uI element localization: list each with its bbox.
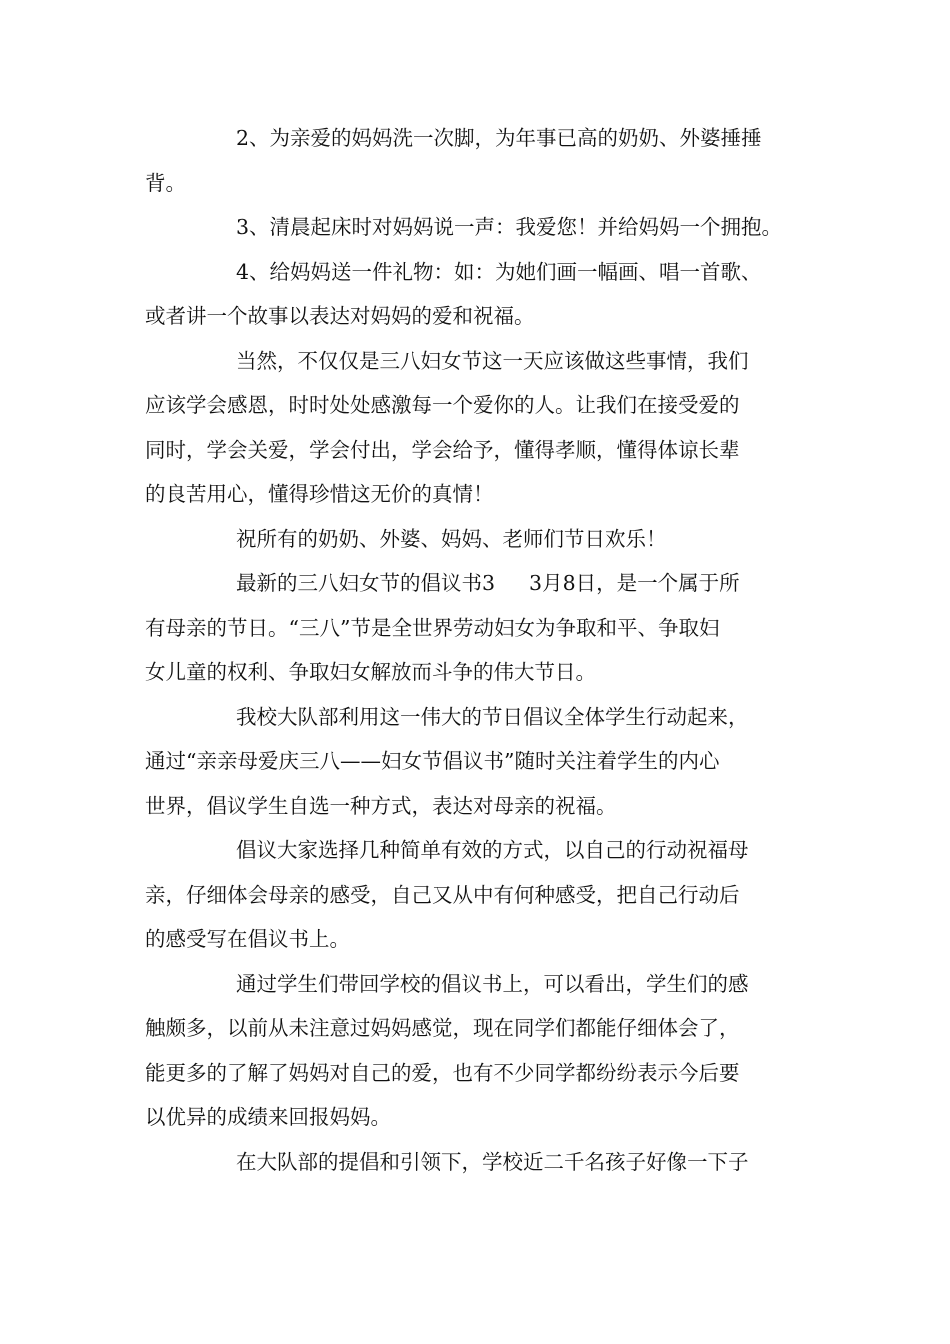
text-line: 3、清晨起床时对妈妈说一声：我爱您！并给妈妈一个拥抱。 (236, 215, 783, 239)
text-line: 以优异的成绩来回报妈妈。 (145, 1105, 391, 1129)
text-line: 4、给妈妈送一件礼物：如：为她们画一幅画、唱一首歌、 (236, 259, 762, 284)
text-line: 我校大队部利用这一伟大的节日倡议全体学生行动起来， (236, 704, 749, 729)
text-line: 2、为亲爱的妈妈洗一次脚，为年事已高的奶奶、外婆捶捶 (236, 126, 762, 150)
text-line: 通过学生们带回学校的倡议书上，可以看出，学生们的感 (236, 971, 749, 996)
text-line: 的感受写在倡议书上。 (145, 927, 350, 951)
text-line: 触颇多，以前从未注意过妈妈感觉，现在同学们都能仔细体会了， (145, 1016, 740, 1040)
text-line: 当然，不仅仅是三八妇女节这一天应该做这些事情，我们 (236, 348, 749, 373)
text-line: 应该学会感恩，时时处处感激每一个爱你的人。让我们在接受爱的 (145, 393, 740, 417)
text-line: 有母亲的节日。“三八”节是全世界劳动妇女为争取和平、争取妇 (145, 615, 720, 640)
text-line: 在大队部的提倡和引领下，学校近二千名孩子好像一下子 (236, 1149, 749, 1174)
text-line: 同时，学会关爱，学会付出，学会给予，懂得孝顺，懂得体谅长辈 (145, 437, 740, 462)
text-line: 背。 (145, 170, 186, 195)
text-line: 祝所有的奶奶、外婆、妈妈、老师们节日欢乐！ (236, 526, 667, 551)
text-line: 或者讲一个故事以表达对妈妈的爱和祝福。 (145, 304, 535, 328)
text-line: 倡议大家选择几种简单有效的方式，以自己的行动祝福母 (236, 838, 749, 862)
section-heading: 最新的三八妇女节的倡议书3 (236, 571, 496, 595)
text-line: 的良苦用心，懂得珍惜这无价的真情！ (145, 482, 494, 506)
text-line: 女儿童的权利、争取妇女解放而斗争的伟大节日。 (145, 660, 596, 684)
text-line: 通过“亲亲母爱庆三八——妇女节倡议书”随时关注着学生的内心 (145, 749, 720, 773)
text-line (145, 561, 815, 606)
text-segment: 3月8日，是一个属于所 (529, 571, 740, 595)
text-line: 世界，倡议学生自选一种方式，表达对母亲的祝福。 (145, 793, 617, 818)
text-line: 亲，仔细体会母亲的感受，自己又从中有何种感受，把自己行动后 (145, 882, 740, 907)
document-body (145, 116, 815, 1184)
text-line: 能更多的了解了妈妈对自己的爱，也有不少同学都纷纷表示今后要 (145, 1060, 740, 1085)
